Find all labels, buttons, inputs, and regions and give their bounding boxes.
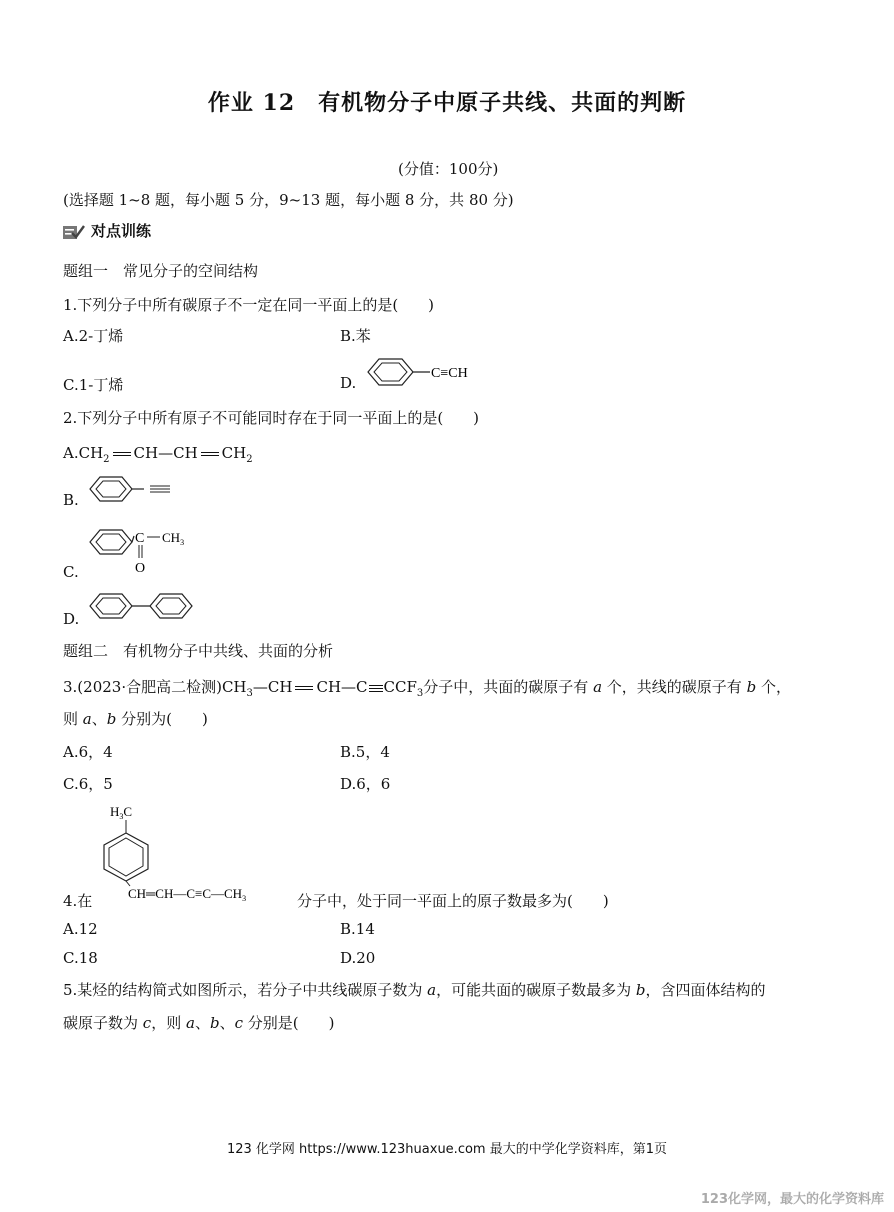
q1-d-alkyne-label: C≡CH xyxy=(431,366,468,381)
q2-option-b: B. xyxy=(63,491,79,509)
q2-c-carbonyl-c: C xyxy=(135,531,145,546)
watermark: 123化学网，最大的化学资料库 xyxy=(700,1192,884,1207)
q2-option-c: C. xyxy=(63,563,79,581)
q3-option-a: A.6，4 xyxy=(63,743,113,761)
checklist-icon xyxy=(63,224,85,240)
q5-stem-line2: 碳原子数为 c，则 a、b、c 分别是( ) xyxy=(63,1014,335,1032)
q2-option-a: $A.CH_2$ CH—CH $CH_2$ xyxy=(63,444,253,465)
q3-stem-line2: 则 a、b 分别为( ) xyxy=(63,710,208,728)
q2-c-methyl: $CH_3$ xyxy=(162,530,185,547)
q2-c-oxygen: O xyxy=(135,561,146,576)
group-2-heading: 题组二 有机物分子中共线、共面的分析 xyxy=(63,642,334,660)
q2-c-structure xyxy=(84,516,204,578)
q4-stem: 分子中，处于同一平面上的原子数最多为( ) xyxy=(297,892,609,910)
group-1-heading: 题组一 常见分子的空间结构 xyxy=(63,262,259,280)
q4-chain-label: $CH═CH—C\equiv C—CH_3$ xyxy=(128,886,247,903)
q4-option-d: D.20 xyxy=(340,949,376,967)
q3-stem: 3.(2023·合肥高二检测)$CH_3—CH$ CH—C $CCF_3$分子中，共面的碳原子有 a 个，共线的碳原子有 b 个， xyxy=(63,678,791,699)
q4-option-a: A.12 xyxy=(63,920,98,938)
q3-option-c: C.6，5 xyxy=(63,775,113,793)
section-header-label: 对点训练 xyxy=(91,222,152,240)
score-note: (分值：100分) xyxy=(398,160,499,178)
q1-option-a: A.2-丁烯 xyxy=(63,327,124,345)
q4-option-b: B.14 xyxy=(340,920,375,938)
q5-stem: 5.某烃的结构简式如图所示，若分子中共线碳原子数为 a，可能共面的碳原子数最多为 b，含四面体结构的 xyxy=(63,981,766,999)
q1-option-d: D. xyxy=(340,374,357,392)
section-header xyxy=(63,220,151,241)
page-title: 作业 12 有机物分子中原子共线、共面的判断 xyxy=(207,90,687,116)
q1-option-c: C.1-丁烯 xyxy=(63,376,124,394)
q1-option-b: B.苯 xyxy=(340,327,371,345)
q2-b-structure xyxy=(84,472,184,506)
q2-stem: 2.下列分子中所有原子不可能同时存在于同一平面上的是( ) xyxy=(63,409,480,427)
q1-d-structure xyxy=(362,354,492,390)
q4-methyl-label: $H_3C$ xyxy=(110,804,133,821)
q4-prefix: 4.在 xyxy=(63,892,93,910)
q4-option-c: C.18 xyxy=(63,949,98,967)
q1-stem: 1.下列分子中所有碳原子不一定在同一平面上的是( ) xyxy=(63,296,435,314)
instructions: (选择题 1~8 题，每小题 5 分，9~13 题，每小题 8 分，共 80 分) xyxy=(63,191,514,209)
q2-option-d: D. xyxy=(63,610,80,628)
q4-structure xyxy=(98,800,298,908)
page-footer: 123 化学网 https://www.123huaxue.com 最大的中学化学资料库，第1页 xyxy=(226,1142,667,1157)
q3-option-b: B.5，4 xyxy=(340,743,390,761)
q3-option-d: D.6，6 xyxy=(340,775,391,793)
q2-d-biphenyl-structure xyxy=(84,588,208,624)
